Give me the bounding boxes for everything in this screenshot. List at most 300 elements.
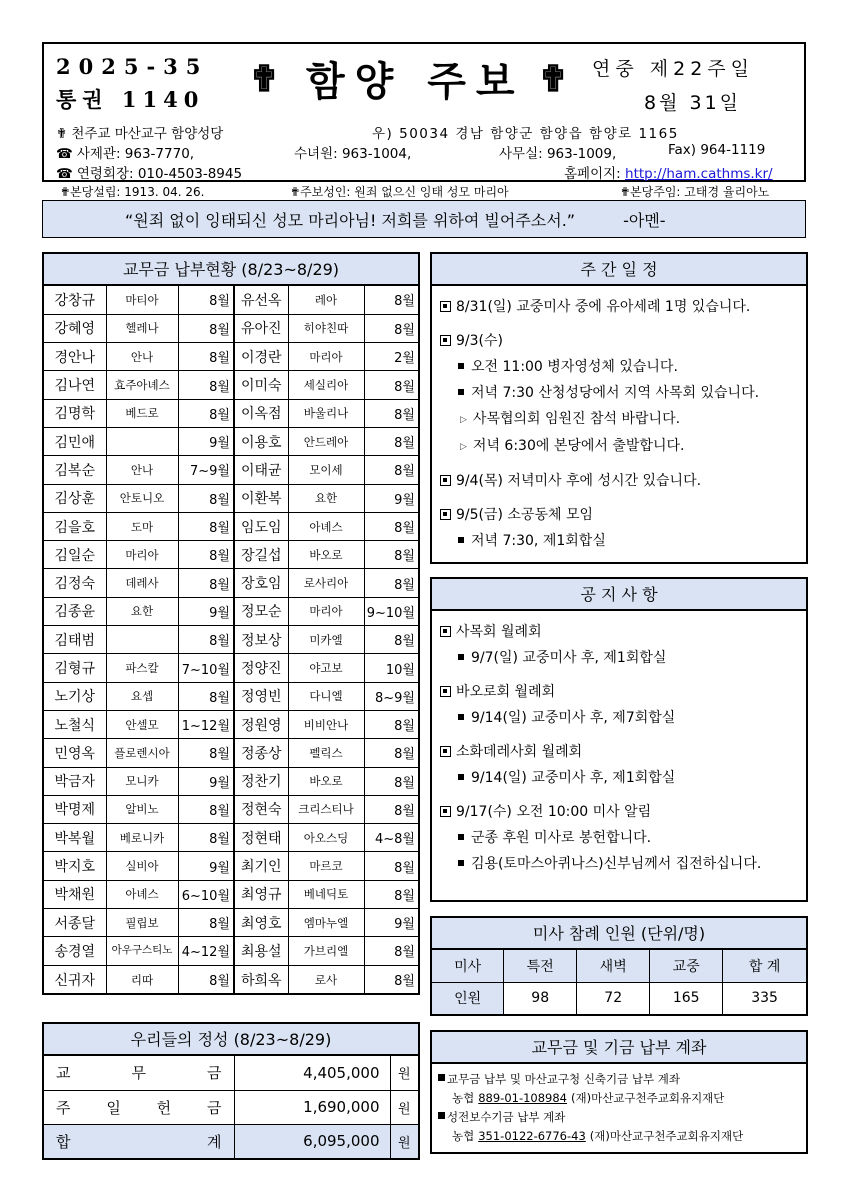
baptismal-name: 엠마누엘 <box>288 909 364 937</box>
prayer-amen: -아멘- <box>623 210 666 230</box>
list-item <box>440 528 800 554</box>
paid-months: 8월 <box>364 626 418 654</box>
offering-label-char: 계 <box>207 1132 222 1151</box>
list-item-text: 9/3(수) <box>456 333 503 349</box>
member-name: 이옥점 <box>234 399 288 427</box>
paid-months: 8~9월 <box>364 682 418 710</box>
paid-months: 8월 <box>364 965 418 993</box>
baptismal-name: 가브리엘 <box>288 937 364 965</box>
member-name: 유아진 <box>234 314 288 342</box>
member-name: 정원영 <box>234 710 288 738</box>
table-row <box>44 512 418 540</box>
member-name: 김종윤 <box>44 597 106 625</box>
table-row <box>44 1124 418 1158</box>
offering-amount: 4,405,000 <box>234 1056 390 1090</box>
payment-accounts <box>430 1030 808 1154</box>
attendance-header: 교중 <box>650 950 723 982</box>
checkbox-bullet-icon <box>440 686 451 697</box>
baptismal-name: 안토니오 <box>106 484 178 512</box>
offering-unit: 원 <box>390 1090 418 1124</box>
postal-address: 우) 50034 경남 함양군 함양읍 함양로 1165 <box>372 126 679 142</box>
offering-label-char: 무 <box>131 1064 146 1083</box>
parish-line <box>56 122 223 142</box>
checkbox-bullet-icon <box>440 806 451 817</box>
table-row <box>44 937 418 965</box>
baptismal-name: 비비안나 <box>288 710 364 738</box>
list-item <box>440 619 800 645</box>
funeral-contact: 연령회장: 010-4503-8945 <box>76 166 243 182</box>
square-bullet-icon <box>458 654 464 660</box>
attendance-header: 미사 <box>432 950 504 982</box>
table-row <box>44 909 418 937</box>
baptismal-name: 바오로 <box>288 541 364 569</box>
paid-months: 9월 <box>364 484 418 512</box>
cross-small-icon: ✟ <box>60 185 71 199</box>
triangle-bullet-icon: ▷ <box>460 415 467 425</box>
paid-months: 8월 <box>364 710 418 738</box>
pastor-text: 본당주임: 고태경 율리아노 <box>630 185 770 199</box>
dues-title: 교무금 납부현황 (8/23~8/29) <box>44 254 418 286</box>
checkbox-bullet-icon <box>440 509 451 520</box>
list-item <box>440 380 800 406</box>
paid-months: 7~10월 <box>178 654 234 682</box>
attendance-value: 98 <box>504 982 577 1014</box>
list-item-text: 9/7(일) 교중미사 후, 제1회합실 <box>471 650 667 666</box>
baptismal-name <box>106 427 178 455</box>
paid-months: 6~10월 <box>178 880 234 908</box>
member-name: 박복월 <box>44 824 106 852</box>
offering-title: 우리들의 정성 (8/23~8/29) <box>44 1024 418 1056</box>
paid-months: 9월 <box>178 852 234 880</box>
triangle-bullet-icon: ▷ <box>460 442 467 452</box>
paid-months: 8월 <box>178 286 234 314</box>
baptismal-name: 아녜스 <box>106 880 178 908</box>
member-name: 김명학 <box>44 399 106 427</box>
paid-months: 8월 <box>364 541 418 569</box>
paid-months: 8월 <box>178 512 234 540</box>
account-holder: (재)마산교구천주교회유지재단 <box>571 1091 725 1105</box>
paid-months: 8월 <box>364 767 418 795</box>
member-name: 김나연 <box>44 371 106 399</box>
bank-name: 농협 <box>452 1129 475 1143</box>
member-name: 박채원 <box>44 880 106 908</box>
square-bullet-icon <box>458 834 464 840</box>
table-row <box>44 654 418 682</box>
member-name: 최기인 <box>234 852 288 880</box>
paid-months: 8월 <box>178 682 234 710</box>
baptismal-name: 요한 <box>288 484 364 512</box>
baptismal-name: 마르코 <box>288 852 364 880</box>
paid-months: 8월 <box>364 286 418 314</box>
attendance-value: 335 <box>723 982 806 1014</box>
attendance-header: 특전 <box>504 950 577 982</box>
list-item <box>440 294 800 320</box>
attendance-header: 새벽 <box>577 950 650 982</box>
bulletin-date: 8월 31일 <box>644 92 742 114</box>
baptismal-name: 히야친따 <box>288 314 364 342</box>
paid-months: 8월 <box>178 795 234 823</box>
baptismal-name: 다니엘 <box>288 682 364 710</box>
pastor-name <box>620 183 769 200</box>
baptismal-name: 알비노 <box>106 795 178 823</box>
table-row <box>44 427 418 455</box>
list-item-text: 군종 후원 미사로 봉헌합니다. <box>471 830 652 846</box>
baptismal-name: 플로렌시아 <box>106 739 178 767</box>
list-item-text: 사목협의회 임원진 참석 바랍니다. <box>472 411 681 427</box>
baptismal-name: 효주아녜스 <box>106 371 178 399</box>
baptismal-name: 아우구스티노 <box>106 937 178 965</box>
table-row <box>44 965 418 993</box>
baptismal-name: 로사리아 <box>288 569 364 597</box>
list-item-text: 사목회 월례회 <box>456 624 542 640</box>
baptismal-name: 모이세 <box>288 456 364 484</box>
baptismal-name: 베네딕토 <box>288 880 364 908</box>
paid-months: 8월 <box>364 569 418 597</box>
baptismal-name: 마리아 <box>106 541 178 569</box>
baptismal-name: 크리스티나 <box>288 795 364 823</box>
offering-unit: 원 <box>390 1056 418 1090</box>
convent-phone: 수녀원: 963-1004, <box>294 146 412 162</box>
baptismal-name: 미카엘 <box>288 626 364 654</box>
phone-icon: ☎ <box>56 166 73 182</box>
paid-months: 8월 <box>364 427 418 455</box>
list-item <box>440 825 800 851</box>
table-row <box>44 541 418 569</box>
attendance-header: 합 계 <box>723 950 806 982</box>
offering-amount: 6,095,000 <box>234 1124 390 1158</box>
baptismal-name: 베드로 <box>106 399 178 427</box>
offering-label-char: 헌 <box>156 1098 172 1117</box>
table-row <box>44 1056 418 1090</box>
list-item-text: 저녁 6:30에 본당에서 출발합니다. <box>472 438 685 454</box>
table-row <box>44 456 418 484</box>
paid-months: 8월 <box>364 314 418 342</box>
member-name: 임도임 <box>234 512 288 540</box>
paid-months: 8월 <box>364 795 418 823</box>
baptismal-name: 바울리나 <box>288 399 364 427</box>
bullet-icon <box>438 1112 445 1119</box>
table-row <box>44 767 418 795</box>
table-row <box>44 626 418 654</box>
baptismal-name: 모니카 <box>106 767 178 795</box>
dues-status-table <box>42 252 420 995</box>
account-number: 889-01-108984 <box>478 1091 568 1105</box>
account-number: 351-0122-6776-43 <box>478 1129 586 1143</box>
phone-icon: ☎ <box>56 146 73 162</box>
baptismal-name: 펠릭스 <box>288 739 364 767</box>
checkbox-bullet-icon <box>440 475 451 486</box>
paid-months: 4~8월 <box>364 824 418 852</box>
paid-months: 8월 <box>178 541 234 569</box>
member-name: 김태범 <box>44 626 106 654</box>
member-name: 유선옥 <box>234 286 288 314</box>
list-item <box>440 502 800 528</box>
paid-months: 8월 <box>364 399 418 427</box>
checkbox-bullet-icon <box>440 626 451 637</box>
member-name: 신귀자 <box>44 965 106 993</box>
member-name: 강혜영 <box>44 314 106 342</box>
list-item <box>440 354 800 380</box>
account-line <box>438 1127 800 1146</box>
offering-label <box>44 1056 234 1090</box>
patron-saint <box>290 183 509 200</box>
member-name: 김형규 <box>44 654 106 682</box>
member-name: 김민애 <box>44 427 106 455</box>
cross-icon: ✟ <box>538 58 569 100</box>
baptismal-name: 요한 <box>106 597 178 625</box>
table-row <box>44 824 418 852</box>
paid-months: 1~12월 <box>178 710 234 738</box>
member-name: 박명제 <box>44 795 106 823</box>
weekly-title: 주 간 일 정 <box>432 254 806 286</box>
cross-small-icon: ✟ <box>620 185 631 199</box>
list-item <box>440 739 800 765</box>
member-name: 정현태 <box>234 824 288 852</box>
baptismal-name: 요셉 <box>106 682 178 710</box>
member-name: 장길섭 <box>234 541 288 569</box>
baptismal-name: 바오로 <box>288 767 364 795</box>
paid-months: 8월 <box>178 965 234 993</box>
paid-months: 8월 <box>178 371 234 399</box>
list-item <box>440 328 800 354</box>
square-bullet-icon <box>458 363 464 369</box>
bank-name: 농협 <box>452 1091 475 1105</box>
table-row <box>44 569 418 597</box>
offering-table <box>42 1022 420 1160</box>
baptismal-name: 아녜스 <box>288 512 364 540</box>
table-row <box>44 739 418 767</box>
paid-months: 8월 <box>178 343 234 371</box>
list-item-text: 9/14(일) 교중미사 후, 제7회합실 <box>471 710 676 726</box>
office-phone: 사무실: 963-1009, <box>499 146 617 162</box>
baptismal-name: 안나 <box>106 456 178 484</box>
paid-months: 2월 <box>364 343 418 371</box>
attendance-value: 165 <box>650 982 723 1014</box>
homepage-label: 홈페이지: <box>564 166 621 182</box>
baptismal-name: 세실리아 <box>288 371 364 399</box>
paid-months: 8월 <box>364 739 418 767</box>
list-item-text: 9/4(목) 저녁미사 후에 성시간 있습니다. <box>456 473 702 489</box>
baptismal-name: 필립보 <box>106 909 178 937</box>
account-desc <box>438 1070 800 1089</box>
list-item <box>440 705 800 731</box>
member-name: 최영호 <box>234 909 288 937</box>
paid-months: 9~10월 <box>364 597 418 625</box>
table-row <box>44 852 418 880</box>
member-name: 이미숙 <box>234 371 288 399</box>
baptismal-name: 베로니카 <box>106 824 178 852</box>
rectory-phone: 사제관: 963-7770, <box>76 146 195 162</box>
member-name: 김복순 <box>44 456 106 484</box>
paid-months: 8월 <box>364 880 418 908</box>
list-item-text: 9/17(수) 오전 10:00 미사 알림 <box>456 804 652 820</box>
account-desc <box>438 1108 800 1127</box>
founding-text: 본당설립: 1913. 04. 26. <box>70 185 205 199</box>
table-row <box>44 880 418 908</box>
table-row <box>44 484 418 512</box>
member-name: 김을호 <box>44 512 106 540</box>
baptismal-name: 리따 <box>106 965 178 993</box>
baptismal-name: 도마 <box>106 512 178 540</box>
paid-months: 8월 <box>178 824 234 852</box>
homepage-link[interactable]: http://ham.cathms.kr/ <box>625 166 773 182</box>
patron-text: 주보성인: 원죄 없으신 잉태 성모 마리아 <box>300 185 509 199</box>
table-row <box>44 682 418 710</box>
baptismal-name: 안나 <box>106 343 178 371</box>
offering-label <box>44 1124 234 1158</box>
baptismal-name: 마리아 <box>288 597 364 625</box>
list-item <box>440 645 800 671</box>
notices <box>430 577 808 902</box>
account-desc-text: 교무금 납부 및 마산교구청 신축기금 납부 계좌 <box>447 1072 681 1086</box>
paid-months: 8월 <box>364 852 418 880</box>
offering-label-char: 금 <box>207 1064 222 1083</box>
liturgical-sunday: 연중 제22주일 <box>592 58 754 80</box>
cross-icon: ✟ <box>249 58 280 100</box>
table-row <box>44 371 418 399</box>
member-name: 최영규 <box>234 880 288 908</box>
paid-months: 8월 <box>364 512 418 540</box>
paid-months: 8월 <box>178 909 234 937</box>
table-row <box>44 597 418 625</box>
baptismal-name: 레아 <box>288 286 364 314</box>
member-name: 송경열 <box>44 937 106 965</box>
paid-months: 8월 <box>178 399 234 427</box>
offering-label-char: 일 <box>106 1098 121 1117</box>
list-item <box>440 799 800 825</box>
contact-line <box>56 162 242 182</box>
member-name: 최용설 <box>234 937 288 965</box>
baptismal-name: 마리아 <box>288 343 364 371</box>
table-row <box>44 710 418 738</box>
bulletin-title: 함양 주보 <box>306 59 525 105</box>
list-item-text: 9/14(일) 교중미사 후, 제1회합실 <box>471 770 676 786</box>
member-name: 김정숙 <box>44 569 106 597</box>
offering-label-char: 합 <box>56 1132 71 1151</box>
prayer-banner <box>42 200 806 238</box>
baptismal-name: 아오스딩 <box>288 824 364 852</box>
attendance-value: 72 <box>577 982 650 1014</box>
phone-line <box>56 142 194 162</box>
offering-label-char: 주 <box>56 1098 71 1117</box>
attendance-row-label: 인원 <box>432 982 504 1014</box>
member-name: 서종달 <box>44 909 106 937</box>
list-item <box>440 851 800 877</box>
fax-number: Fax) 964-1119 <box>668 142 766 158</box>
list-item-text: 바오로회 월례회 <box>456 684 556 700</box>
checkbox-bullet-icon <box>440 301 451 312</box>
paid-months: 7~9월 <box>178 456 234 484</box>
list-item-text: 8/31(일) 교중미사 중에 유아세례 1명 있습니다. <box>456 299 751 315</box>
square-bullet-icon <box>458 714 464 720</box>
table-row <box>44 795 418 823</box>
cross-small-icon: ✟ <box>56 126 68 142</box>
volume-number: 통권 1140 <box>56 87 205 112</box>
paid-months: 4~12월 <box>178 937 234 965</box>
baptismal-name <box>106 626 178 654</box>
member-name: 노기상 <box>44 682 106 710</box>
weekly-schedule <box>430 252 808 564</box>
list-item-text: 오전 11:00 병자영성체 있습니다. <box>471 359 678 375</box>
offering-label <box>44 1090 234 1124</box>
paid-months: 8월 <box>178 484 234 512</box>
member-name: 박금자 <box>44 767 106 795</box>
square-bullet-icon <box>458 860 464 866</box>
list-item <box>440 406 800 433</box>
mass-attendance <box>430 916 808 1016</box>
list-item-text: 김용(토마스아퀴나스)신부님께서 집전하십니다. <box>471 856 762 872</box>
baptismal-name: 파스칼 <box>106 654 178 682</box>
prayer-text: “원죄 없이 잉태되신 성모 마리아님! 저희를 위하여 빌어주소서.” <box>125 210 576 230</box>
member-name: 경안나 <box>44 343 106 371</box>
masthead <box>42 42 806 182</box>
parish-name: 천주교 마산교구 함양성당 <box>71 126 224 142</box>
member-name: 정찬기 <box>234 767 288 795</box>
member-name: 민영옥 <box>44 739 106 767</box>
paid-months: 8월 <box>178 739 234 767</box>
checkbox-bullet-icon <box>440 746 451 757</box>
account-desc-text: 성전보수기금 납부 계좌 <box>447 1110 566 1124</box>
square-bullet-icon <box>458 774 464 780</box>
table-row <box>44 399 418 427</box>
homepage <box>564 162 773 182</box>
square-bullet-icon <box>458 537 464 543</box>
paid-months: 9월 <box>178 767 234 795</box>
member-name: 장호임 <box>234 569 288 597</box>
member-name: 박지호 <box>44 852 106 880</box>
member-name: 정보상 <box>234 626 288 654</box>
baptismal-name: 실비아 <box>106 852 178 880</box>
paid-months: 8월 <box>178 314 234 342</box>
table-row <box>44 314 418 342</box>
member-name: 노철식 <box>44 710 106 738</box>
accounts-title: 교무금 및 기금 납부 계좌 <box>432 1032 806 1064</box>
offering-amount: 1,690,000 <box>234 1090 390 1124</box>
offering-label-char: 금 <box>206 1098 222 1117</box>
member-name: 김상훈 <box>44 484 106 512</box>
paid-months: 9월 <box>364 909 418 937</box>
paid-months: 8월 <box>178 626 234 654</box>
notices-title: 공 지 사 항 <box>432 579 806 611</box>
list-item-text: 소화데레사회 월례회 <box>456 744 583 760</box>
member-name: 강창규 <box>44 286 106 314</box>
list-item <box>440 433 800 460</box>
member-name: 김일순 <box>44 541 106 569</box>
member-name: 정종상 <box>234 739 288 767</box>
baptismal-name: 안드레아 <box>288 427 364 455</box>
list-item-text: 저녁 7:30, 제1회합실 <box>471 533 606 549</box>
table-row <box>44 343 418 371</box>
square-bullet-icon <box>458 389 464 395</box>
checkbox-bullet-icon <box>440 335 451 346</box>
member-name: 이환복 <box>234 484 288 512</box>
list-item <box>440 765 800 791</box>
account-line <box>438 1089 800 1108</box>
offering-label-char: 교 <box>56 1064 71 1083</box>
baptismal-name: 헬레나 <box>106 314 178 342</box>
table-row <box>44 1090 418 1124</box>
paid-months: 9월 <box>178 427 234 455</box>
founding-date <box>60 183 204 200</box>
list-item-text: 9/5(금) 소공동체 모임 <box>456 507 594 523</box>
member-name: 이용호 <box>234 427 288 455</box>
baptismal-name: 로사 <box>288 965 364 993</box>
offering-unit: 원 <box>390 1124 418 1158</box>
member-name: 하희옥 <box>234 965 288 993</box>
paid-months: 10월 <box>364 654 418 682</box>
paid-months: 8월 <box>364 371 418 399</box>
member-name: 정영빈 <box>234 682 288 710</box>
